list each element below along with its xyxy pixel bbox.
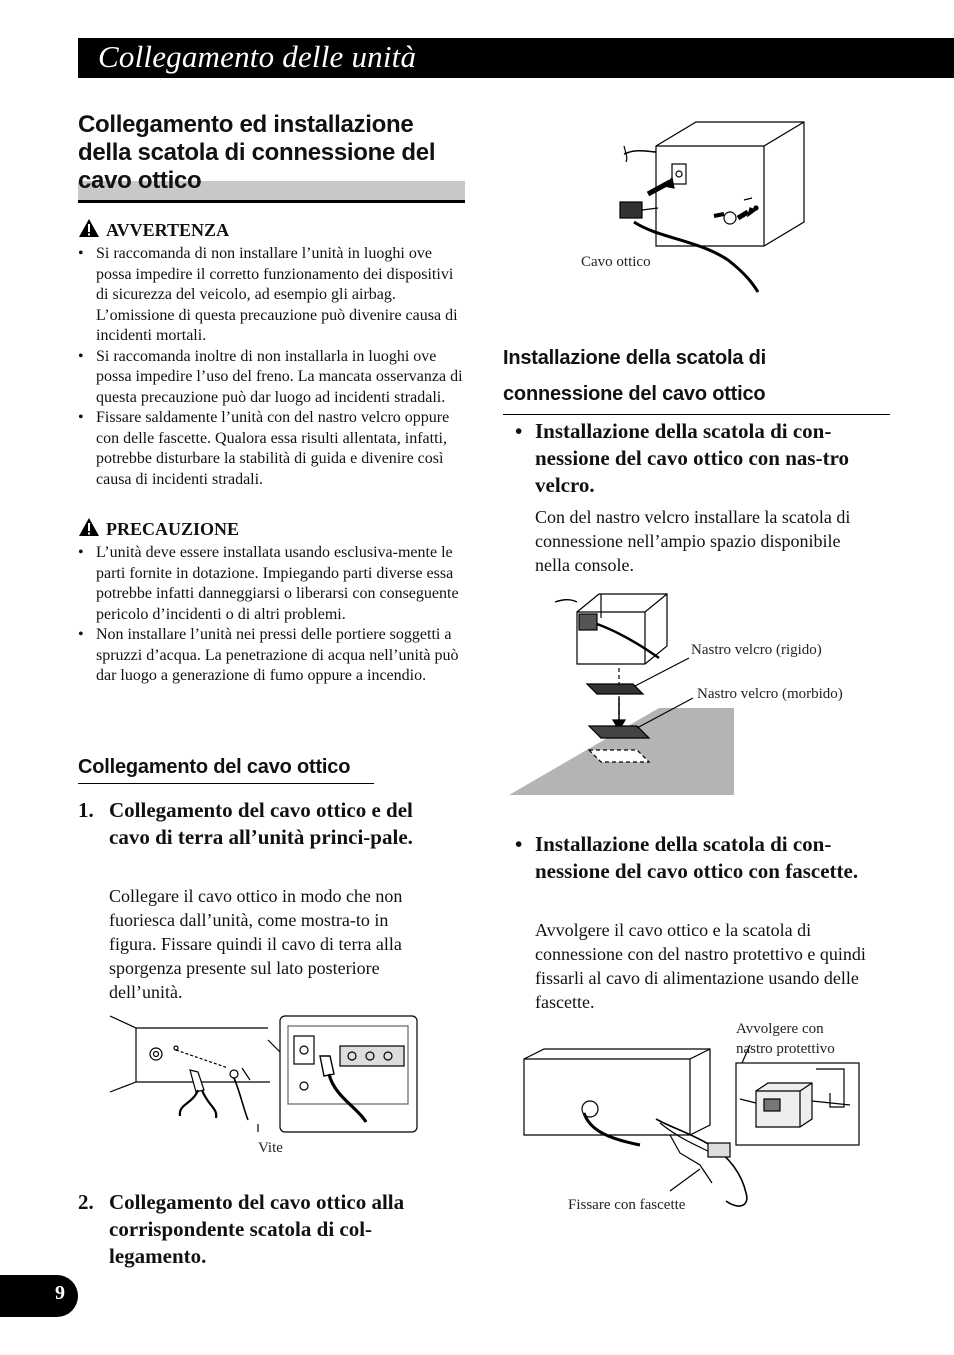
bullet1-body: Con del nastro velcro installare la scatola di connessione nell’ampio spazio disponibile nella console.: [535, 507, 851, 575]
step1-title: Collegamento del cavo ottico e del cavo di terra all’unità princi-pale.: [109, 798, 413, 849]
caution-list: [78, 543, 466, 687]
main-heading: Collegamento ed installazione della scatola di connessione del cavo ottico: [78, 111, 436, 194]
warning-item: • Si raccomanda di non installare l’unità in luoghi ove possa impedire il corretto funzionamento dei dispositivi di sicurezza del veicolo, ad esempio gli airbag. L’omissione di questa precauzione può divenire causa di incidenti mortali.: [78, 244, 466, 347]
step1-body: Collegare il cavo ottico in modo che non fuoriesca dall’unità, come mostra-to in figura. Fissare quindi il cavo di terra alla sporgenza presente sul lato posteriore dell’unità.: [109, 886, 403, 1002]
cable-box-illustration: [578, 118, 810, 294]
caution-title-row: [78, 517, 466, 542]
caution-title: PRECAUZIONE: [106, 519, 240, 539]
warning-block: [78, 218, 466, 490]
step2-title: Collegamento del cavo ottico alla corrispondente scatola di col-legamento.: [109, 1190, 405, 1268]
warning-list: [78, 244, 466, 490]
header-bar: [78, 38, 954, 78]
velcro-soft-label: Nastro velcro (morbido): [697, 686, 843, 702]
warning-title: AVVERTENZA: [106, 220, 230, 240]
warning-triangle-icon: [78, 218, 100, 243]
figure-rear-connection: [108, 1012, 420, 1160]
section-heading-install: Installazione della scatola di connessione del cavo ottico: [503, 340, 890, 415]
step2-number: 2.: [78, 1190, 94, 1214]
header-title: Collegamento delle unità: [98, 39, 417, 74]
figure-cable-ties: [520, 1015, 865, 1220]
caution-item: • L’unità deve essere installata usando esclusiva-mente le parti fornite in dotazione. Impiegando parti diverse essa potrebbe infatti danneggiarsi o liberarsi con conseguente pericolo d’incidenti o di altri problemi.: [78, 543, 466, 625]
warning-item: • Si raccomanda inoltre di non installarla in luoghi ove possa impedire l’uso del freno. La mancata osservanza di questa precauzione può dar luogo ad incidenti stradali.: [78, 347, 466, 409]
cable-ties-illustration: [520, 1015, 865, 1220]
caution-block: [78, 517, 466, 687]
ties-fix-label: Fissare con fascette: [568, 1197, 686, 1213]
caution-triangle-icon: [78, 517, 100, 542]
velcro-illustration: [509, 588, 879, 798]
page-number: 9: [55, 1282, 65, 1304]
figure-velcro: [509, 588, 879, 798]
bullet2-dot: •: [515, 832, 523, 856]
caution-item: • Non installare l’unità nei pressi delle portiere soggetti a spruzzi d’acqua. La penetrazione di acqua nell’unità può dar luogo a generazione di fumo oppure a incendio.: [78, 625, 466, 687]
step1-number: 1.: [78, 798, 94, 822]
page-number-tab: [0, 1275, 78, 1317]
ties-wrap-label: Avvolgere con nastro protettivo: [736, 1021, 835, 1057]
rear-connection-illustration: [108, 1012, 420, 1160]
velcro-hard-label: Nastro velcro (rigido): [691, 642, 822, 658]
bullet2-title: Installazione della scatola di con-nessione del cavo ottico con fascette.: [535, 832, 859, 883]
fig1-label: Vite: [258, 1140, 283, 1156]
figure-cable-box: [578, 118, 810, 294]
bullet1-dot: •: [515, 419, 523, 443]
warning-item: • Fissare saldamente l’unità con del nastro velcro oppure con delle fascette. Qualora essa risulti allentata, infatti, potrebbe disturbare la stabilità di guida e divenire così causa di incidenti stradali.: [78, 408, 466, 490]
section-heading-cable: Collegamento del cavo ottico: [78, 756, 374, 784]
bullet2-body: Avvolgere il cavo ottico e la scatola di connessione con del nastro protettivo e quindi fissarli al cavo di alimentazione usando delle fascette.: [535, 920, 866, 1012]
bullet1-title: Installazione della scatola di con-nessione del cavo ottico con nas-tro velcro.: [535, 419, 850, 497]
cable-box-label: Cavo ottico: [581, 254, 651, 270]
warning-title-row: [78, 218, 466, 243]
